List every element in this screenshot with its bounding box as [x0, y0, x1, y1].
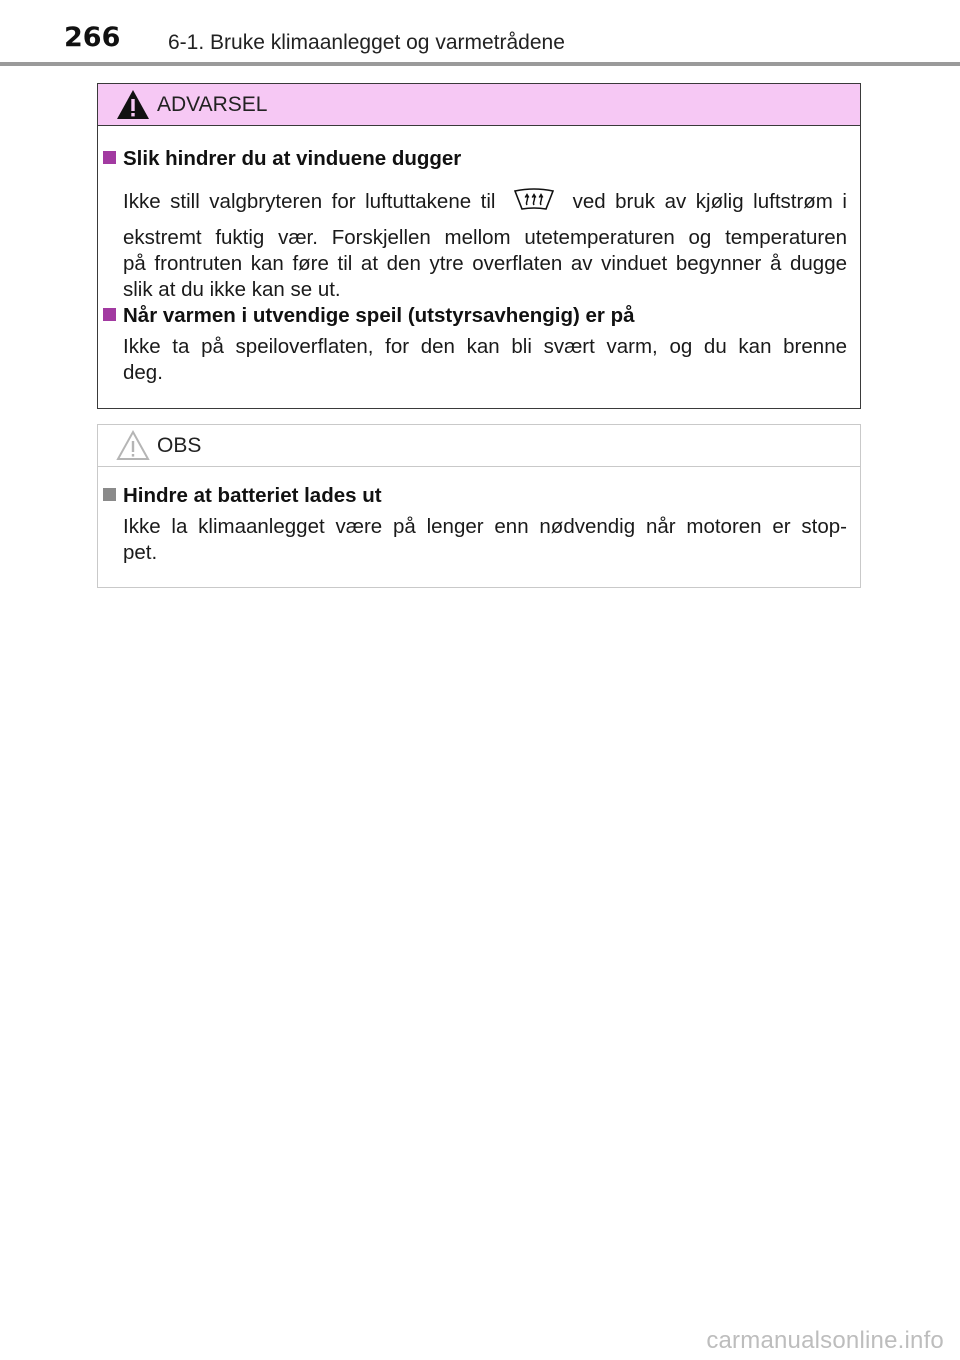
item-heading — [103, 304, 635, 328]
notice-box-header — [98, 425, 860, 467]
warning-box — [97, 83, 861, 409]
paragraph-line: Ikke ta på speiloverflaten, for den kan bli svært varm, og du kan brenne — [123, 335, 847, 358]
warning-label: ADVARSEL — [157, 93, 268, 116]
page-number: 266 — [64, 22, 121, 53]
item-heading-text: Slik hindrer du at vinduene dugger — [123, 147, 462, 170]
paragraph-line: ekstremt fuktig vær. Forskjellen mellom utetemperaturen og temperaturen — [123, 226, 847, 249]
item-paragraph — [123, 334, 847, 386]
item-heading-text: Hindre at batteriet lades ut — [123, 484, 382, 507]
notice-box — [97, 424, 861, 588]
square-bullet-icon — [103, 308, 116, 321]
windshield-defroster-icon — [513, 186, 555, 212]
item-heading — [103, 147, 461, 171]
paragraph-line — [123, 185, 847, 225]
paragraph-line: Ikke la klimaanlegget være på lenger enn nødvendig når motoren er stop- — [123, 515, 847, 538]
item-paragraph — [123, 514, 847, 566]
header-rule — [0, 62, 960, 66]
square-bullet-icon — [103, 151, 116, 164]
notice-label: OBS — [157, 434, 202, 457]
paragraph-line: på frontruten kan føre til at den ytre overflaten av vinduet begynner å dugge — [123, 252, 847, 275]
page-header — [0, 0, 960, 66]
paragraph-text: ved bruk av kjølig luftstrøm i — [572, 190, 847, 213]
section-title: 6-1. Bruke klimaanlegget og varmetrådene — [168, 31, 565, 54]
paragraph-line: pet. — [123, 541, 158, 564]
watermark: carmanualsonline.info — [706, 1327, 944, 1354]
warning-box-header — [98, 84, 860, 126]
paragraph-line: slik at du ikke kan se ut. — [123, 278, 341, 301]
square-bullet-icon — [103, 488, 116, 501]
paragraph-text: Ikke still valgbryteren for luftuttakene til — [123, 190, 496, 213]
paragraph-line: deg. — [123, 361, 163, 384]
item-heading — [103, 484, 382, 508]
item-heading-text: Når varmen i utvendige speil (utstyrsavhengig) er på — [123, 304, 635, 327]
item-paragraph — [123, 185, 847, 303]
warning-triangle-outline-icon — [115, 429, 151, 462]
warning-triangle-filled-icon — [115, 88, 151, 121]
